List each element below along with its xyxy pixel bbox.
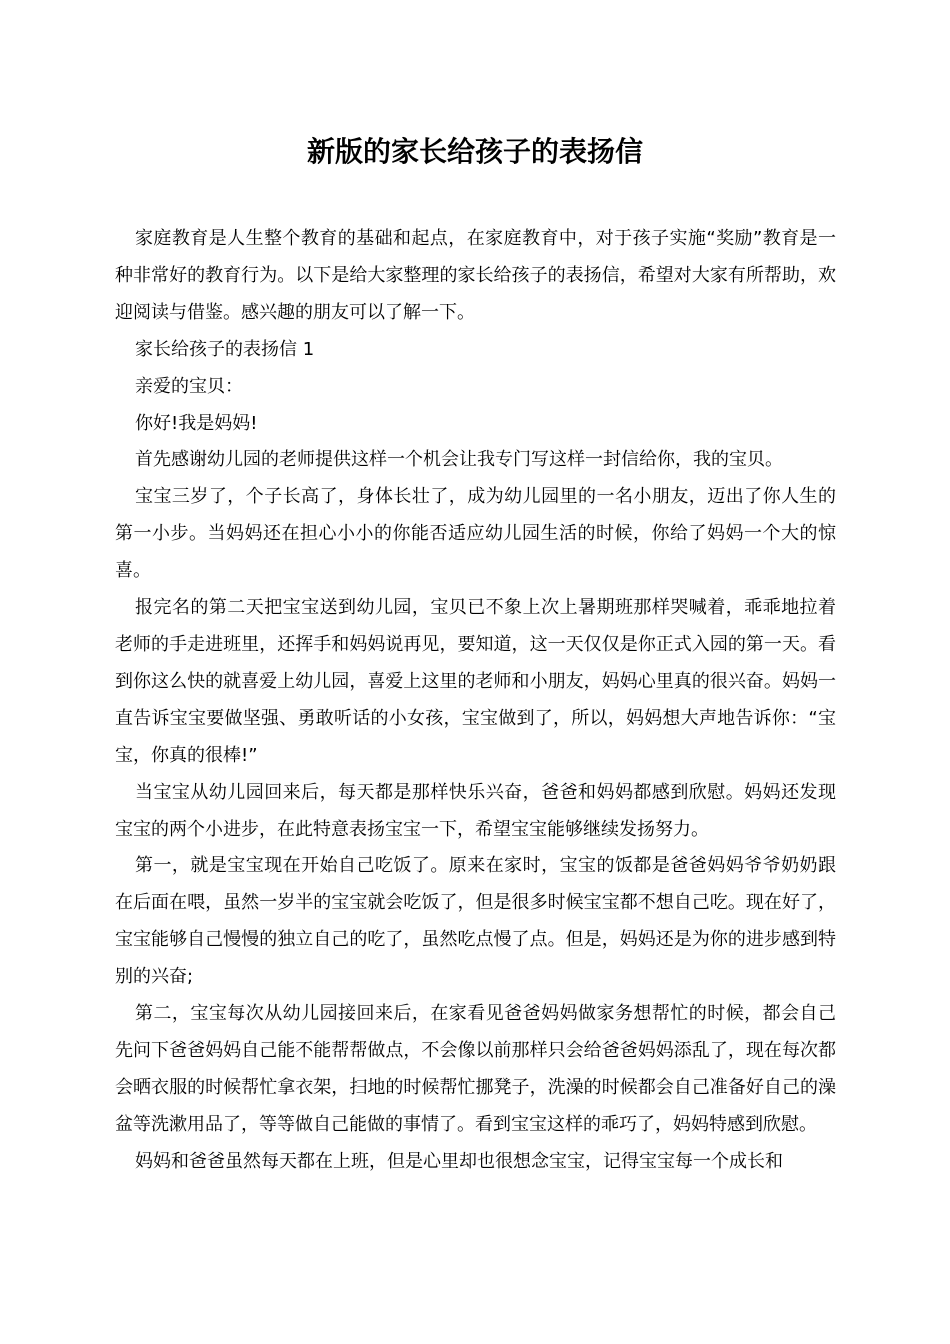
paragraph-letter-heading: 家长给孩子的表扬信 1	[135, 338, 315, 360]
paragraph-first-point: 第一，就是宝宝现在开始自己吃饭了。原来在家时，宝宝的饭都是爸爸妈妈爷爷奶奶跟在后面在喂，虽然一岁半的宝宝就会吃饭了，但是很多时候宝宝都不想自己吃。现在好了，宝宝能够自己慢慢的独立自己的吃了，虽然吃点慢了点。但是，妈妈还是为你的进步感到特别的兴奋;	[115, 855, 836, 988]
paragraph-growth: 宝宝三岁了，个子长高了，身体长壮了，成为幼儿园里的一名小朋友，迈出了你人生的第一小步。当妈妈还在担心小小的你能否适应幼儿园生活的时候，你给了妈妈一个大的惊喜。	[115, 486, 836, 582]
document-body	[115, 221, 836, 1181]
paragraph-closing: 妈妈和爸爸虽然每天都在上班，但是心里却也很想念宝宝，记得宝宝每一个成长和	[135, 1150, 783, 1172]
paragraph-progress: 当宝宝从幼儿园回来后，每天都是那样快乐兴奋，爸爸和妈妈都感到欣慰。妈妈还发现宝宝的两个小进步，在此特意表扬宝宝一下，希望宝宝能够继续发扬努力。	[115, 781, 836, 840]
document-title: 新版的家长给孩子的表扬信	[306, 135, 643, 168]
paragraph-thanks: 首先感谢幼儿园的老师提供这样一个机会让我专门写这样一封信给你，我的宝贝。	[135, 449, 783, 471]
paragraph-salutation: 亲爱的宝贝：	[135, 375, 243, 397]
paragraph-second-point: 第二，宝宝每次从幼儿园接回来后，在家看见爸爸妈妈做家务想帮忙的时候，都会自己先问下爸爸妈妈自己能不能帮帮做点，不会像以前那样只会给爸爸妈妈添乱了，现在每次都会晒衣服的时候帮忙拿衣架，扫地的时候帮忙挪凳子，洗澡的时候都会自己准备好自己的澡盆等洗漱用品了，等等做自己能做的事情了。看到宝宝这样的乖巧了，妈妈特感到欣慰。	[115, 1003, 836, 1135]
paragraph-intro: 家庭教育是人生整个教育的基础和起点，在家庭教育中，对于孩子实施“奖励”教育是一种非常好的教育行为。以下是给大家整理的家长给孩子的表扬信，希望对大家有所帮助，欢迎阅读与借鉴。感兴趣的朋友可以了解一下。	[115, 228, 836, 323]
paragraph-first-day: 报完名的第二天把宝宝送到幼儿园，宝贝已不象上次上暑期班那样哭喊着，乖乖地拉着老师的手走进班里，还挥手和妈妈说再见，要知道，这一天仅仅是你正式入园的第一天。看到你这么快的就喜爱上幼儿园，喜爱上这里的老师和小朋友，妈妈心里真的很兴奋。妈妈一直告诉宝宝要做坚强、勇敢听话的小女孩，宝宝做到了，所以，妈妈想大声地告诉你：“宝宝，你真的很棒!”	[115, 597, 836, 766]
paragraph-greeting: 你好!我是妈妈!	[135, 412, 258, 434]
